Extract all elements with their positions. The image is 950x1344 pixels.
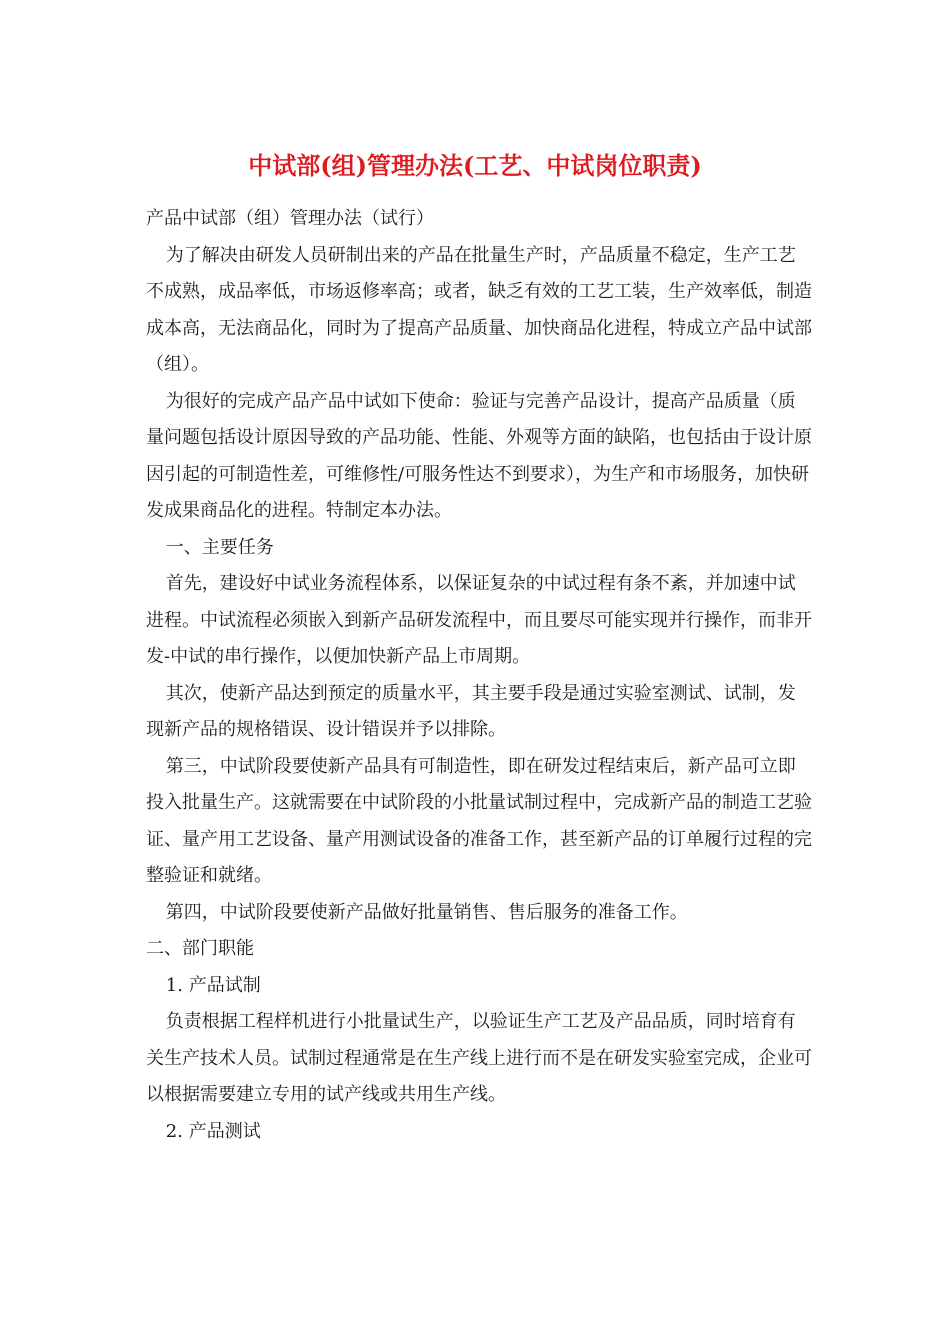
item-heading-product-trial: 1. 产品试制 — [165, 974, 261, 996]
task-paragraph-3: 第三，中试阶段要使新产品具有可制造性，即在研发过程结束后，新产品可立即投入批量生产。这就需要在中试阶段的小批量试制过程中，完成新产品的制造工艺验证、量产用工艺设备、量产用测试设备的准备工作，甚至新产品的订单履行过程的完整验证和就绪。 — [146, 755, 812, 886]
document-body — [146, 201, 812, 1150]
task-paragraph-4: 第四，中试阶段要使新产品做好批量销售、售后服务的准备工作。 — [165, 901, 688, 923]
item-heading-product-testing: 2. 产品测试 — [165, 1120, 261, 1142]
document-title: 中试部(组)管理办法(工艺、中试岗位职责) — [248, 151, 702, 180]
intro-paragraph-1: 为了解决由研发人员研制出来的产品在批量生产时，产品质量不稳定，生产工艺不成熟，成品率低，市场返修率高；或者，缺乏有效的工艺工装，生产效率低，制造成本高，无法商品化，同时为了提高产品质量、加快商品化进程，特成立产品中试部（组）。 — [146, 244, 812, 375]
task-paragraph-2: 其次，使新产品达到预定的质量水平，其主要手段是通过实验室测试、试制，发现新产品的规格错误、设计错误并予以排除。 — [146, 682, 796, 740]
item-paragraph-product-trial: 负责根据工程样机进行小批量试生产，以验证生产工艺及产品品质，同时培育有关生产技术人员。试制过程通常是在生产线上进行而不是在研发实验室完成，企业可以根据需要建立专用的试产线或共用生产线。 — [146, 1011, 812, 1105]
section-heading-department-functions: 二、部门职能 — [146, 938, 254, 959]
task-paragraph-1: 首先，建设好中试业务流程体系，以保证复杂的中试过程有条不紊，并加速中试进程。中试流程必须嵌入到新产品研发流程中，而且要尽可能实现并行操作，而非开发-中试的串行操作，以便加快新产品上市周期。 — [146, 573, 812, 667]
intro-paragraph-2: 为很好的完成产品产品中试如下使命：验证与完善产品设计，提高产品质量（质量问题包括设计原因导致的产品功能、性能、外观等方面的缺陷，也包括由于设计原因引起的可制造性差，可维修性/可服务性达不到要求），为生产和市场服务，加快研发成果商品化的进程。特制定本办法。 — [146, 390, 812, 521]
document-subtitle: 产品中试部（组）管理办法（试行） — [146, 208, 434, 229]
section-heading-main-tasks: 一、主要任务 — [165, 536, 274, 558]
